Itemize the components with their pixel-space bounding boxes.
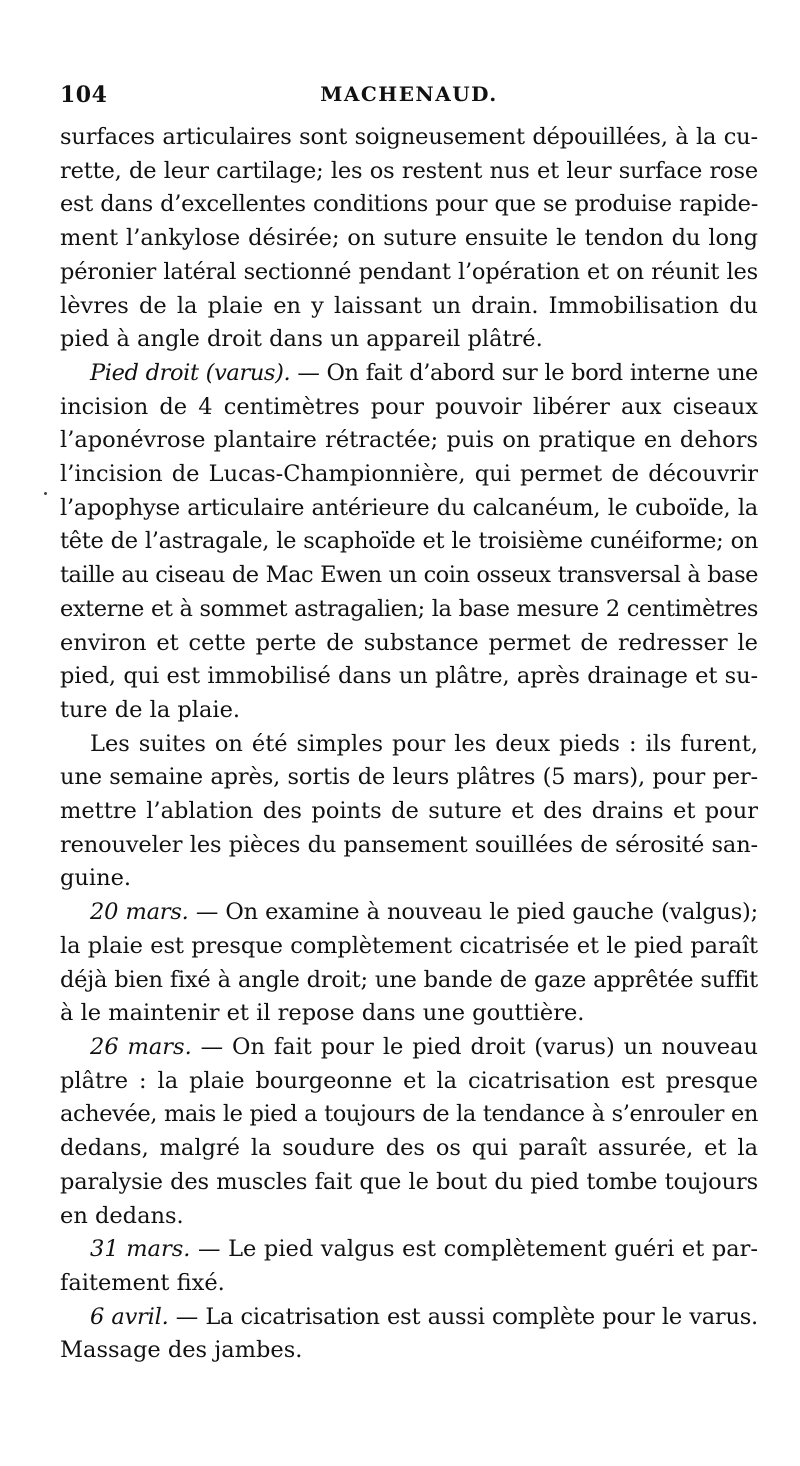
paragraph <box>60 1031 758 1233</box>
text-line: incision de 4 centimètres pour pouvoir libérer aux ciseaux <box>60 393 758 420</box>
running-head: MACHENAUD. <box>320 82 498 106</box>
text-line: l’apophyse articulaire antérieure du calcanéum, le cuboïde, la <box>60 494 758 521</box>
text-line: achevée, mais le pied a toujours de la tendance à s’enrouler en <box>60 1101 758 1128</box>
text-line: ment l’ankylose désirée; on suture ensuite le tendon du long <box>60 225 758 252</box>
date-lead: 31 mars. <box>90 1236 191 1263</box>
text-line: lèvres de la plaie en y laissant un drain. Immobilisation du <box>60 292 758 319</box>
text-line <box>60 896 758 930</box>
text-line: environ et cette perte de substance permet de redresser le <box>60 629 758 656</box>
text-run: — La cicatrisation est aussi complète pour le varus. <box>168 1303 758 1330</box>
date-lead: 26 mars. <box>90 1033 192 1060</box>
text-line: guine. <box>60 865 132 892</box>
text-line: renouveler les pièces du pansement souillées de sérosité san- <box>60 831 758 858</box>
paragraph-lead: Pied droit (varus). <box>90 359 291 386</box>
text-line <box>60 357 758 391</box>
paragraph <box>60 121 758 357</box>
paragraph <box>60 357 758 728</box>
text-line: externe et à sommet astragalien; la base mesure 2 centimètres <box>60 595 758 622</box>
text-line: dedans, malgré la soudure des os qui paraît assurée, et la <box>60 1135 758 1162</box>
text-line: faitement fixé. <box>60 1269 225 1296</box>
page-number: 104 <box>60 82 108 108</box>
text-run: — On fait pour le pied droit (varus) un nouveau <box>191 1033 758 1060</box>
text-line <box>60 1233 758 1267</box>
text-line: une semaine après, sortis de leurs plâtres (5 mars), pour per- <box>60 764 758 791</box>
text-line: déjà bien fixé à angle droit; une bande de gaze apprêtée suffit <box>60 966 758 993</box>
date-lead: 20 mars. <box>90 899 189 926</box>
text-line: plâtre : la plaie bourgeonne et la cicatrisation est presque <box>60 1067 758 1094</box>
text-line: rette, de leur cartilage; les os restent nus et leur surface rose <box>60 157 758 184</box>
text-line: pied à angle droit dans un appareil plâtré. <box>60 326 543 353</box>
date-lead: 6 avril. <box>90 1303 169 1330</box>
text-line: l’incision de Lucas-Championnière, qui permet de découvrir <box>60 461 758 488</box>
body-text <box>60 121 758 1368</box>
paragraph <box>60 1233 758 1300</box>
text-line: à le maintenir et il repose dans une gouttière. <box>60 1000 585 1027</box>
text-line: est dans d’excellentes conditions pour que se produise rapide- <box>60 191 758 218</box>
paragraph <box>60 896 758 1031</box>
text-line: péronier latéral sectionné pendant l’opération et on réunit les <box>60 258 758 285</box>
text-run: — On examine à nouveau le pied gauche (valgus); <box>188 899 758 926</box>
text-line <box>60 1301 758 1335</box>
text-line: Les suites on été simples pour les deux pieds : ils furent, <box>90 730 758 757</box>
text-run: — On fait d’abord sur le bord interne une <box>290 359 758 386</box>
text-run: — Le pied valgus est complètement guéri et par- <box>190 1236 758 1263</box>
text-line: ture de la plaie. <box>60 696 241 723</box>
text-line: mettre l’ablation des points de suture et des drains et pour <box>60 798 758 825</box>
text-line: l’aponévrose plantaire rétractée; puis on pratique en dehors <box>60 427 758 454</box>
text-line: taille au ciseau de Mac Ewen un coin osseux transversal à base <box>60 562 758 589</box>
text-line: surfaces articulaires sont soigneusement dépouillées, à la cu- <box>60 124 758 150</box>
text-line: la plaie est presque complètement cicatrisée et le pied paraît <box>60 932 758 959</box>
text-line: en dedans. <box>60 1202 184 1229</box>
text-line: tête de l’astragale, le scaphoïde et le troisième cunéiforme; on <box>60 528 758 555</box>
page-header <box>60 82 758 114</box>
stray-ink-mark <box>44 492 47 495</box>
text-line: pied, qui est immobilisé dans un plâtre, après drainage et su- <box>60 663 758 690</box>
text-line: paralysie des muscles fait que le bout du pied tombe toujours <box>60 1168 758 1195</box>
paragraph <box>60 1301 758 1368</box>
paragraph <box>60 728 758 897</box>
text-line: Massage des jambes. <box>60 1337 303 1364</box>
text-line <box>60 1031 758 1065</box>
